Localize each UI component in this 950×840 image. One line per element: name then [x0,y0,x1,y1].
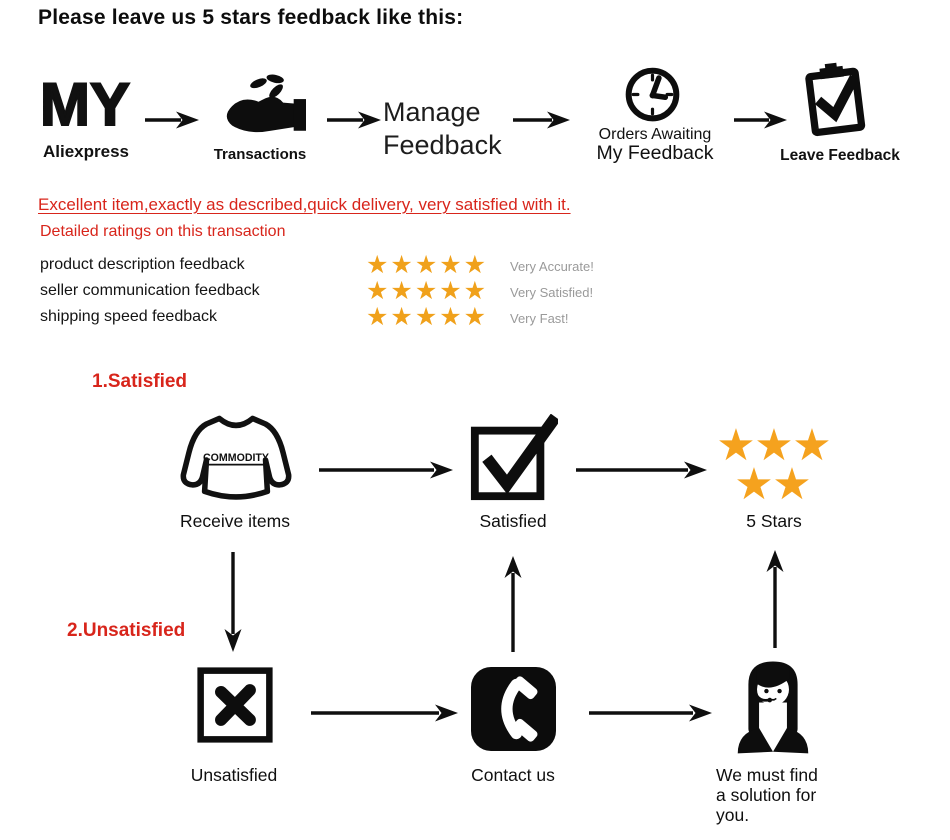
coins-in-hand-icon [218,72,306,142]
case-unsatisfied-label: 2.Unsatisfied [67,620,186,641]
manage-feedback-line1: Manage [383,97,481,127]
five-stars-label: 5 Stars [746,511,802,531]
unsatisfied-label: Unsatisfied [190,765,278,785]
arrow-up-icon [763,550,787,648]
star-icon: ★ [772,460,812,509]
clipboard-check-icon [803,62,867,138]
rating-stars-icon: ★★★★★ [366,251,489,279]
detailed-ratings-label: Detailed ratings on this transaction [40,223,286,240]
my-feedback-label: My Feedback [596,142,714,164]
transactions-label: Transactions [213,146,307,163]
solution-line3: you. [716,805,750,825]
rating-stars-icon: ★★★★★ [366,277,489,305]
arrow-right-icon [733,109,787,131]
phone-icon [471,667,556,751]
review-headline: Excellent item,exactly as described,quick delivery, very satisfied with it. [38,195,571,214]
solution-line2: a solution for [716,785,817,805]
arrow-right-icon [310,702,458,724]
arrow-right-icon [318,459,453,481]
arrow-right-icon [144,109,199,131]
rating-row-note: Very Satisfied! [510,285,594,300]
star-icon: ★ [754,421,794,470]
orders-awaiting-label: Orders Awaiting [598,126,712,143]
arrow-right-icon [512,109,570,131]
solution-label [716,765,856,825]
satisfied-label: Satisfied [479,511,547,531]
checkbox-x-icon [196,666,274,744]
my-aliexpress-wordmark: MY [40,71,130,138]
rating-row-label: product description feedback [40,256,245,273]
checkbox-checked-icon [468,414,558,504]
arrow-right-icon [588,702,712,724]
arrow-up-icon [501,556,525,652]
manage-feedback-step [383,96,502,162]
rating-row-note: Very Accurate! [510,259,594,274]
leave-feedback-label: Leave Feedback [780,147,900,164]
commodity-text: COMMODITY [202,451,270,464]
sweater-icon [176,412,296,508]
arrow-right-icon [575,459,707,481]
receive-items-label: Receive items [180,511,290,531]
customer-service-icon [732,648,814,762]
manage-feedback-line2: Feedback [383,130,502,160]
arrow-down-icon [221,552,245,652]
clock-icon [625,67,680,122]
contact-us-label: Contact us [471,765,555,785]
page-title: Please leave us 5 stars feedback like this: [38,6,464,29]
rating-row-label: shipping speed feedback [40,308,218,325]
aliexpress-label: Aliexpress [43,142,129,161]
arrow-right-icon [326,109,381,131]
rating-stars-icon: ★★★★★ [366,303,489,331]
solution-line1: We must find [716,765,818,785]
star-icon: ★ [792,421,832,470]
case-satisfied-label: 1.Satisfied [92,371,188,392]
rating-row-label: seller communication feedback [40,282,260,299]
rating-row-note: Very Fast! [510,311,569,326]
star-icon: ★ [734,460,774,509]
star-icon: ★ [716,421,756,470]
